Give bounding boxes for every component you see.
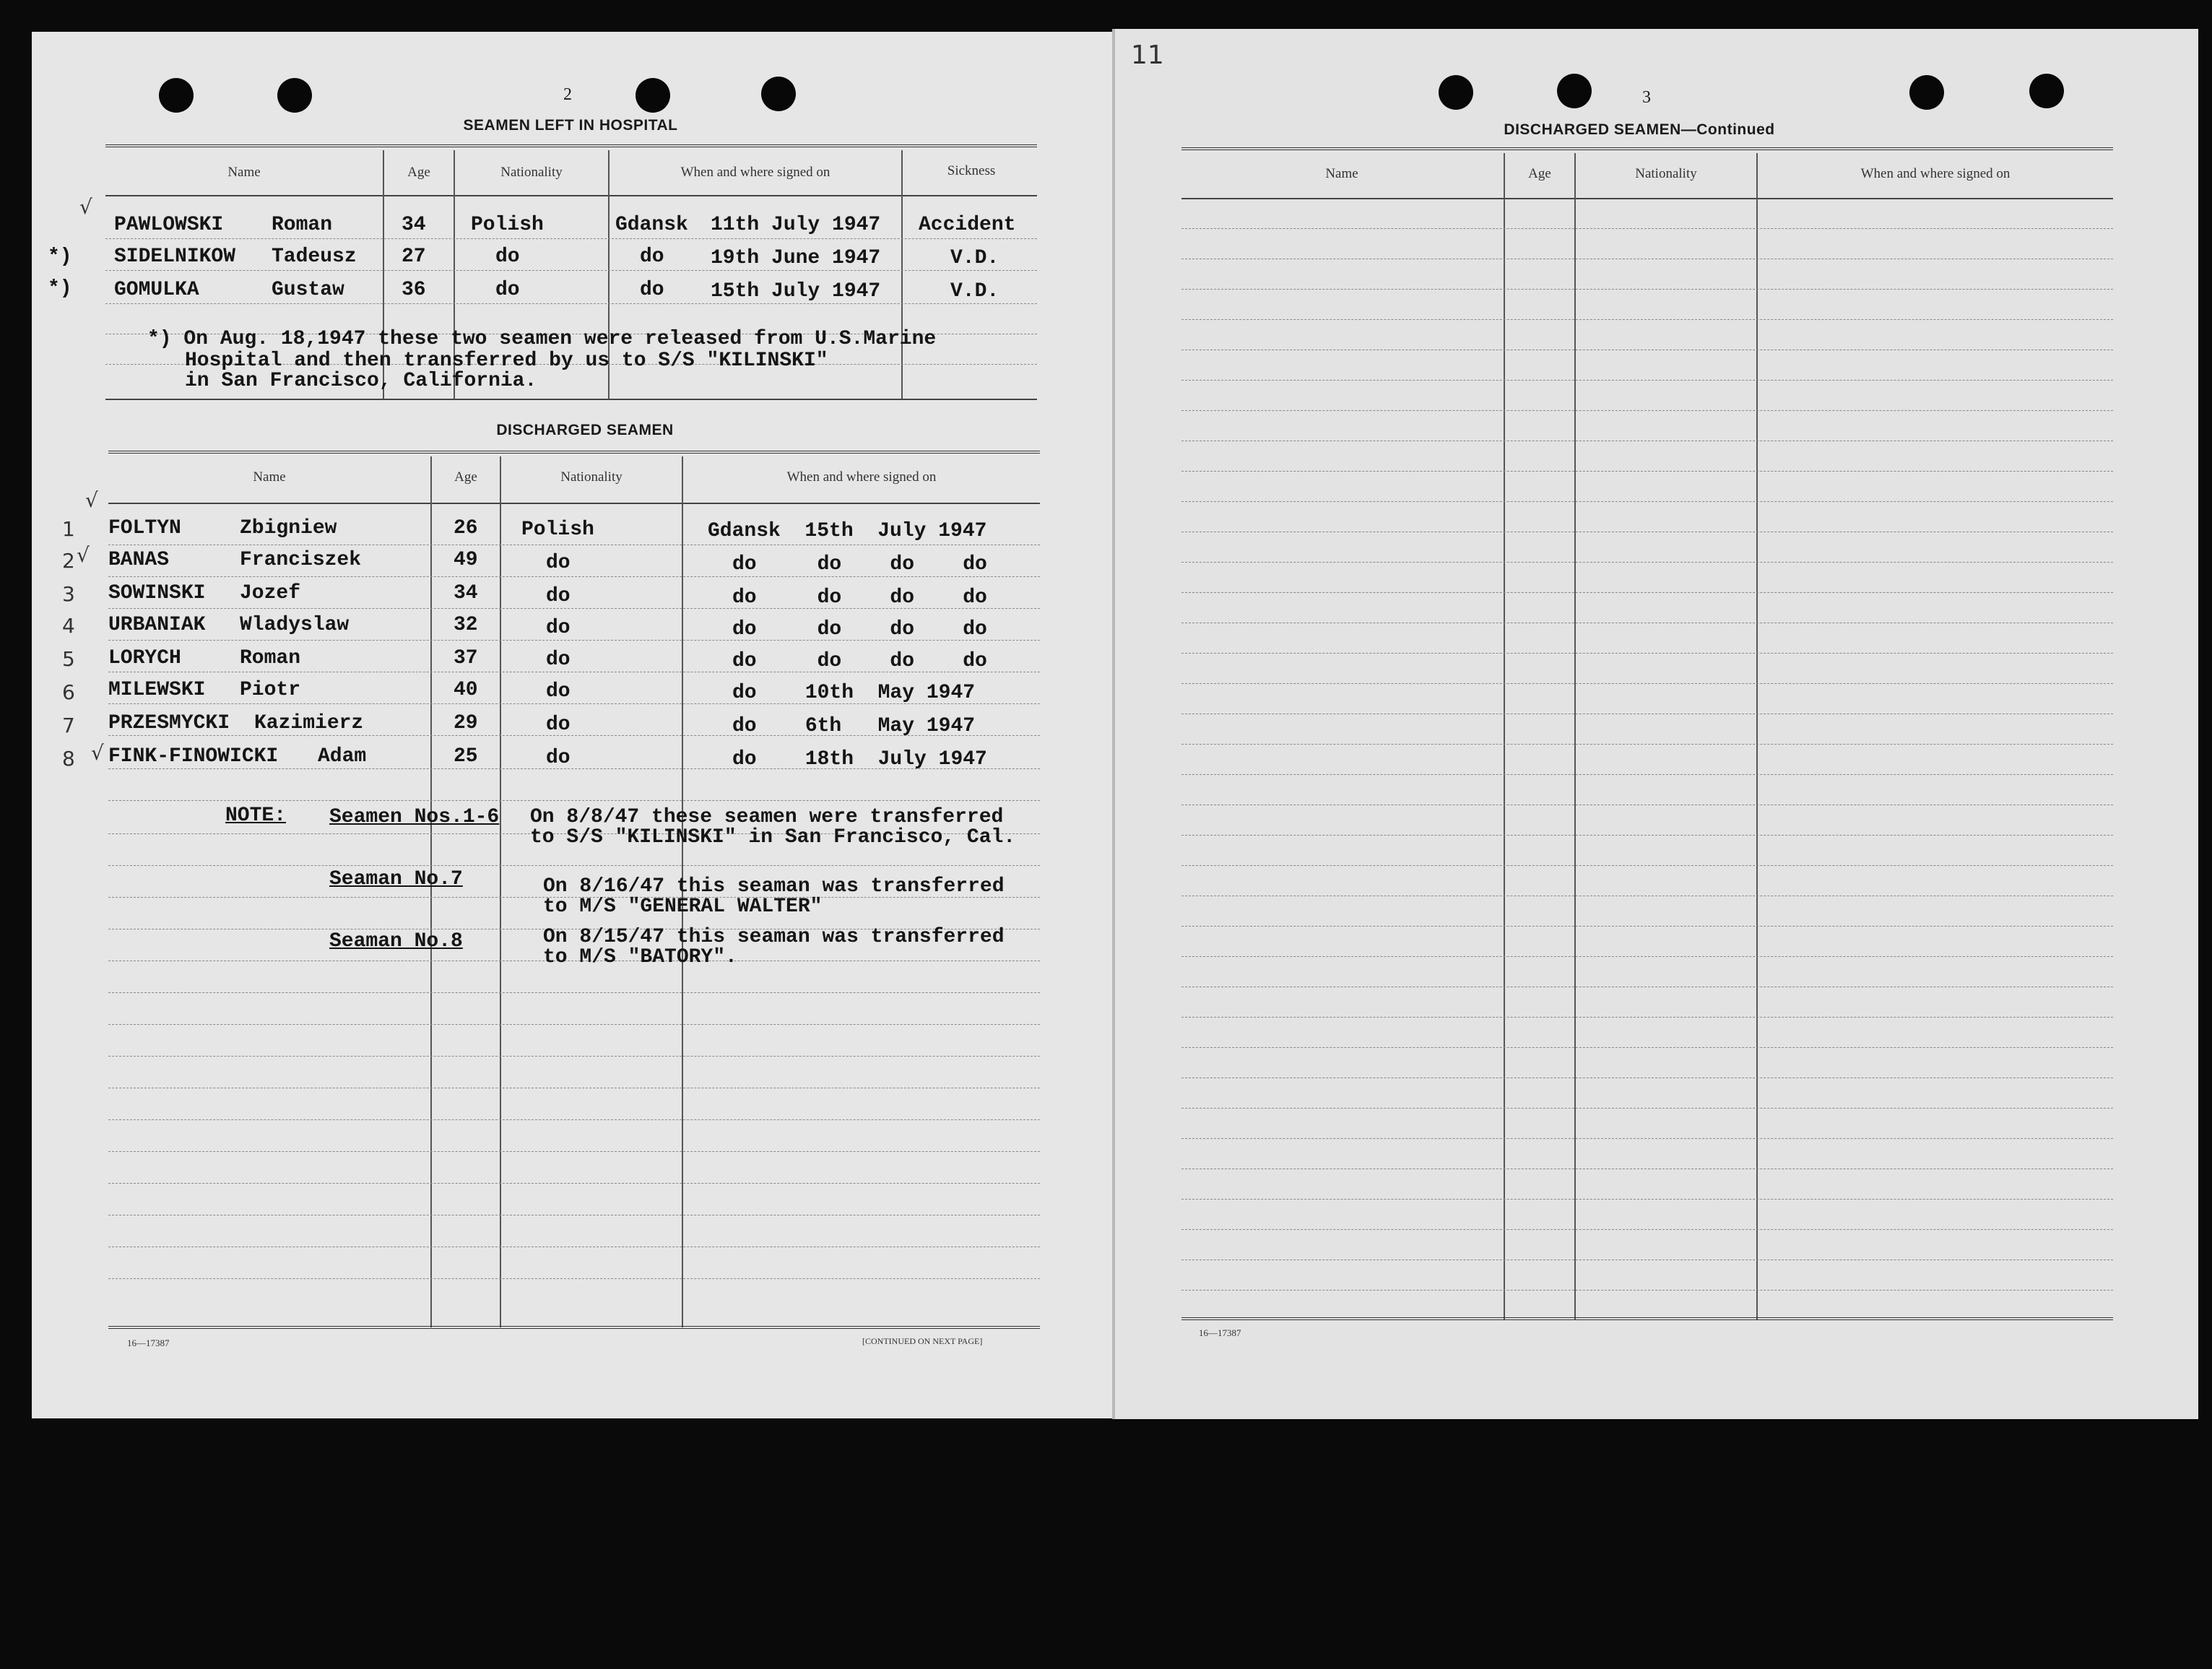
seaman-surname: PRZESMYCKI	[108, 712, 230, 734]
seaman-age: 36	[402, 279, 426, 301]
rule	[1181, 380, 2113, 381]
column-line	[901, 150, 903, 400]
seaman-nationality: Polish	[521, 519, 594, 541]
note-text: to M/S "BATORY".	[543, 946, 737, 968]
seaman-age: 49	[454, 549, 478, 571]
seaman-age: 26	[454, 517, 478, 539]
rule	[1181, 471, 2113, 472]
seaman-given-name: Piotr	[240, 679, 301, 701]
column-line	[500, 456, 501, 1327]
seaman-surname: FOLTYN	[108, 517, 181, 539]
seaman-given-name: Jozef	[240, 582, 301, 604]
signed-on: do 18th July 1947	[732, 748, 987, 771]
rule	[1181, 744, 2113, 745]
note-text: On 8/8/47 these seamen were transferred	[530, 806, 1004, 828]
note-text: to S/S "KILINSKI" in San Francisco, Cal.	[530, 826, 1016, 849]
rule	[1181, 198, 2113, 199]
col-header-sickness: Sickness	[947, 163, 996, 178]
seaman-surname: GOMULKA	[114, 279, 199, 301]
rule	[1181, 774, 2113, 775]
signed-place: do	[640, 279, 664, 301]
seaman-nationality: do	[495, 279, 520, 301]
seaman-nationality: do	[546, 649, 571, 671]
punch-hole	[2029, 74, 2064, 108]
col-header-signed-on: When and where signed on	[680, 165, 830, 180]
row-number: 6	[62, 680, 75, 704]
signed-on: do do do do	[732, 650, 987, 672]
sickness: V.D.	[950, 280, 999, 303]
rule	[108, 576, 1040, 577]
signed-date: 15th July 1947	[711, 280, 881, 303]
signed-place: do	[640, 246, 664, 268]
column-line	[430, 456, 432, 1327]
rule	[108, 1326, 1040, 1329]
seaman-surname: MILEWSKI	[108, 679, 206, 701]
seaman-given-name: Kazimierz	[254, 712, 364, 734]
page-spine	[1112, 29, 1115, 1419]
seaman-given-name: Roman	[272, 214, 333, 236]
page-number: 2	[563, 85, 572, 104]
rule	[108, 1183, 1040, 1184]
signed-on: do 6th May 1947	[732, 715, 976, 737]
sickness: Accident	[919, 214, 1016, 236]
rule	[1181, 683, 2113, 684]
seaman-surname: URBANIAK	[108, 614, 206, 636]
col-header-signed-on: When and where signed on	[1860, 166, 2011, 181]
right-page	[1115, 29, 2198, 1419]
seaman-nationality: do	[546, 552, 571, 574]
check-mark: √	[85, 488, 98, 512]
rule	[108, 800, 1040, 801]
rule	[1181, 956, 2113, 957]
col-header-name: Name	[253, 469, 286, 485]
seaman-age: 32	[454, 614, 478, 636]
punch-hole	[1439, 75, 1473, 110]
col-header-age: Age	[407, 165, 430, 180]
seaman-surname: PAWLOWSKI	[114, 214, 224, 236]
col-header-nationality: Nationality	[1635, 166, 1697, 181]
hospital-footnote-line: *) On Aug. 18,1947 these two seamen were released from U.S.Marine	[147, 328, 937, 350]
rule	[105, 238, 1037, 239]
seaman-nationality: do	[546, 714, 571, 736]
punch-hole	[159, 78, 194, 113]
rule	[108, 451, 1040, 454]
seaman-surname: SOWINSKI	[108, 582, 206, 604]
seaman-age: 34	[454, 582, 478, 604]
discharged-continued-title: DISCHARGED SEAMEN—Continued	[1504, 121, 1775, 138]
column-line	[1756, 153, 1758, 1320]
page-number: 3	[1642, 88, 1651, 107]
note-reference: Seaman No.7	[329, 868, 463, 890]
row-number: 8	[62, 747, 75, 771]
rule	[108, 1024, 1040, 1025]
punch-hole	[761, 77, 796, 111]
signed-place: Gdansk	[615, 214, 688, 236]
col-header-name: Name	[1325, 166, 1358, 181]
form-code: 16—17387	[1199, 1327, 1241, 1338]
continued-note: [CONTINUED ON NEXT PAGE]	[862, 1336, 983, 1346]
rule	[1181, 1138, 2113, 1139]
signed-on: do do do do	[732, 618, 987, 641]
signed-on: do do do do	[732, 586, 987, 609]
check-mark: √	[91, 741, 104, 765]
rule	[108, 992, 1040, 993]
seaman-age: 40	[454, 679, 478, 701]
hospital-footnote-line: in San Francisco, California.	[185, 370, 537, 392]
seaman-given-name: Zbigniew	[240, 517, 337, 539]
signed-on: do 10th May 1947	[732, 682, 976, 704]
asterisk-mark: *)	[48, 277, 72, 300]
col-header-age: Age	[454, 469, 477, 485]
row-number: 5	[62, 647, 75, 671]
rule	[105, 144, 1037, 147]
col-header-name: Name	[227, 165, 261, 180]
check-mark: √	[79, 195, 92, 219]
note-reference: Seamen Nos.1-6	[329, 806, 500, 828]
rule	[1181, 1290, 2113, 1291]
rule	[1181, 228, 2113, 229]
rule	[1181, 147, 2113, 150]
seaman-nationality: do	[546, 585, 571, 607]
seaman-given-name: Franciszek	[240, 549, 362, 571]
hospital-footnote-line: Hospital and then transferred by us to S/S "KILINSKI"	[185, 350, 828, 372]
rule	[108, 1056, 1040, 1057]
note-text: On 8/15/47 this seaman was transferred	[543, 926, 1005, 948]
col-header-nationality: Nationality	[500, 165, 563, 180]
seaman-given-name: Wladyslaw	[240, 614, 350, 636]
column-line	[1574, 153, 1576, 1320]
seaman-nationality: do	[546, 617, 571, 639]
hospital-section-title: SEAMEN LEFT IN HOSPITAL	[463, 117, 678, 134]
seaman-age: 27	[402, 246, 426, 268]
discharged-section-title: DISCHARGED SEAMEN	[496, 422, 674, 438]
row-number: 2	[62, 549, 75, 573]
punch-hole	[1909, 75, 1944, 110]
seaman-given-name: Gustaw	[272, 279, 344, 301]
signed-on: do do do do	[732, 553, 987, 576]
rule	[108, 1151, 1040, 1152]
seaman-age: 29	[454, 712, 478, 734]
sickness: V.D.	[950, 247, 999, 269]
seaman-age: 34	[402, 214, 426, 236]
rule	[1181, 501, 2113, 502]
punch-hole	[277, 78, 312, 113]
col-header-signed-on: When and where signed on	[786, 469, 937, 485]
note-reference: Seaman No.8	[329, 930, 463, 953]
rule	[1181, 562, 2113, 563]
rule	[1181, 653, 2113, 654]
signed-on: Gdansk 15th July 1947	[708, 520, 987, 542]
asterisk-mark: *)	[48, 246, 72, 268]
rule	[1181, 289, 2113, 290]
handwritten-page-mark: 11	[1131, 40, 1164, 70]
seaman-nationality: do	[495, 246, 520, 268]
rule	[1181, 319, 2113, 320]
seaman-nationality: do	[546, 747, 571, 769]
seaman-surname: BANAS	[108, 549, 170, 571]
punch-hole	[1557, 74, 1592, 108]
seaman-given-name: Roman	[240, 647, 301, 669]
rule	[1181, 835, 2113, 836]
seaman-nationality: do	[546, 680, 571, 703]
rule	[1181, 592, 2113, 593]
rule	[1181, 1199, 2113, 1200]
check-mark: √	[77, 543, 90, 567]
row-number: 3	[62, 582, 75, 606]
seaman-surname: SIDELNIKOW	[114, 246, 236, 268]
seaman-age: 37	[454, 647, 478, 669]
signed-date: 19th June 1947	[711, 247, 881, 269]
seaman-nationality: Polish	[471, 214, 544, 236]
rule	[105, 270, 1037, 271]
rule	[108, 503, 1040, 504]
seaman-surname: LORYCH	[108, 647, 181, 669]
rule	[108, 865, 1040, 866]
row-number: 7	[62, 714, 75, 737]
rule	[105, 399, 1037, 400]
note-label: NOTE:	[225, 805, 287, 827]
rule	[108, 1278, 1040, 1279]
row-number: 1	[62, 517, 75, 541]
rule	[1181, 1047, 2113, 1048]
rule	[1181, 1108, 2113, 1109]
rule	[1181, 1017, 2113, 1018]
row-number: 4	[62, 614, 75, 638]
note-text: to M/S "GENERAL WALTER"	[543, 896, 823, 918]
col-header-nationality: Nationality	[560, 469, 623, 485]
rule	[1181, 865, 2113, 866]
rule	[1181, 926, 2113, 927]
column-line	[1504, 153, 1505, 1320]
rule	[1181, 410, 2113, 411]
rule	[108, 1119, 1040, 1120]
signed-date: 11th July 1947	[711, 214, 881, 236]
form-code: 16—17387	[127, 1338, 170, 1348]
seaman-given-name: Tadeusz	[272, 246, 357, 268]
col-header-age: Age	[1528, 166, 1551, 181]
rule	[105, 195, 1037, 196]
seaman-age: 25	[454, 745, 478, 768]
note-text: On 8/16/47 this seaman was transferred	[543, 875, 1005, 898]
rule	[105, 303, 1037, 304]
rule	[1181, 1317, 2113, 1320]
punch-hole	[636, 78, 670, 113]
seaman-surname: FINK-FINOWICKI	[108, 745, 279, 768]
rule	[1181, 1229, 2113, 1230]
seaman-given-name: Adam	[318, 745, 367, 768]
